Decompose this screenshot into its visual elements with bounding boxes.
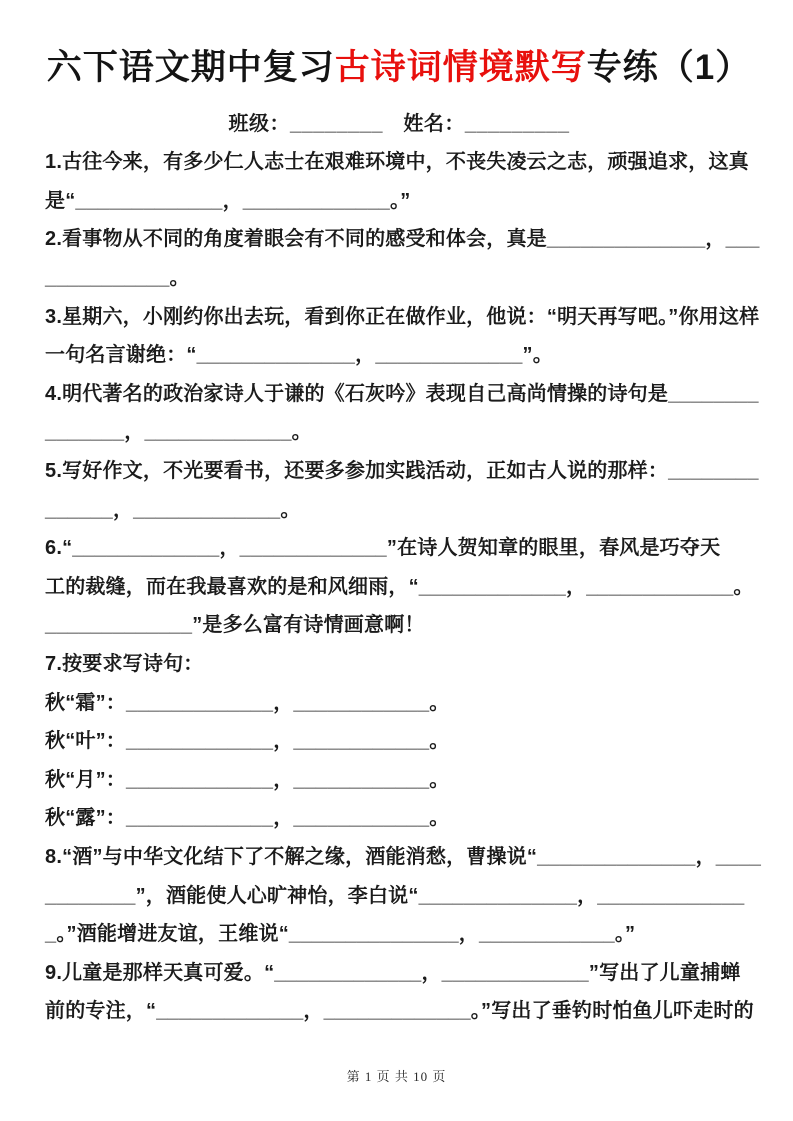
question-4 [45,375,759,452]
title-prefix: 六下语文期中复习 [46,48,335,87]
question-line: 5.写好作文，不光要看书，还要多参加实践活动，正如古人说的那样：________ [45,460,759,482]
question-line: _____________”是多么富有诗情画意啊！ [45,614,425,637]
question-line: 前的专注，“_____________，_____________。”写出了垂钓时怕鱼儿吓走时的 [45,1000,754,1023]
question-line: 7.按要求写诗句： [45,652,204,675]
question-line: 秋“霜”：_____________，____________。 [45,691,450,714]
question-line: _______，_____________。 [45,421,312,444]
question-line: ___________。 [45,267,190,290]
question-line: 2.看事物从不同的角度着眼会有不同的感受和体会，真是______________，___ [45,228,760,251]
question-line: 是“_____________，_____________。” [45,189,411,212]
page-footer: 第 1 页 共 10 页 [346,1069,447,1084]
question-6 [45,529,753,645]
question-3 [45,298,760,375]
question-line: 工的裁缝，而在我最喜欢的是和风细雨，“_____________，_____________。 [45,575,754,598]
question-line: 秋“月”：_____________，____________。 [45,768,450,791]
question-8 [45,838,762,954]
question-line: 一句名言谢绝：“______________，_____________”。 [45,344,553,367]
question-list [45,143,762,1031]
question-line: 1.古往今来，有多少仁人志士在艰难环境中，不丧失凌云之志，顽强追求，这真 [45,151,749,174]
question-9 [45,954,753,1031]
question-line: 9.儿童是那样天真可爱。“_____________，_____________”写出了儿童捕蝉 [45,961,741,984]
title-suffix: 专练（1） [586,48,752,87]
question-line: _。”酒能增进友谊，王维说“_______________，____________。” [45,923,636,946]
title-highlight: 古诗词情境默写 [334,48,587,87]
question-line: 4.明代著名的政治家诗人于谦的《石灰吟》表现自己高尚情操的诗句是________ [45,382,759,405]
class-name-fields: 班级：________ 姓名：_________ [228,113,570,136]
question-line: ______，_____________。 [45,498,301,521]
question-line: 秋“叶”：_____________，____________。 [45,730,450,753]
question-7 [45,645,753,838]
question-line: 秋“露”：_____________，____________。 [45,807,450,830]
question-line: 6.“_____________，_____________”在诗人贺知章的眼里，春风是巧夺天 [45,537,721,560]
question-5 [45,452,759,529]
question-line: 3.星期六，小刚约你出去玩，看到你正在做作业，他说：“明天再写吧。”你用这样 [45,305,760,328]
question-line: 8.“酒”与中华文化结下了不解之缘，酒能消愁，曹操说“______________，____ [45,845,762,868]
question-line: ________”，酒能使人心旷神怡，李白说“______________，_____________ [45,884,745,907]
question-2 [45,220,760,297]
question-1 [45,143,753,220]
page-title [45,44,753,91]
